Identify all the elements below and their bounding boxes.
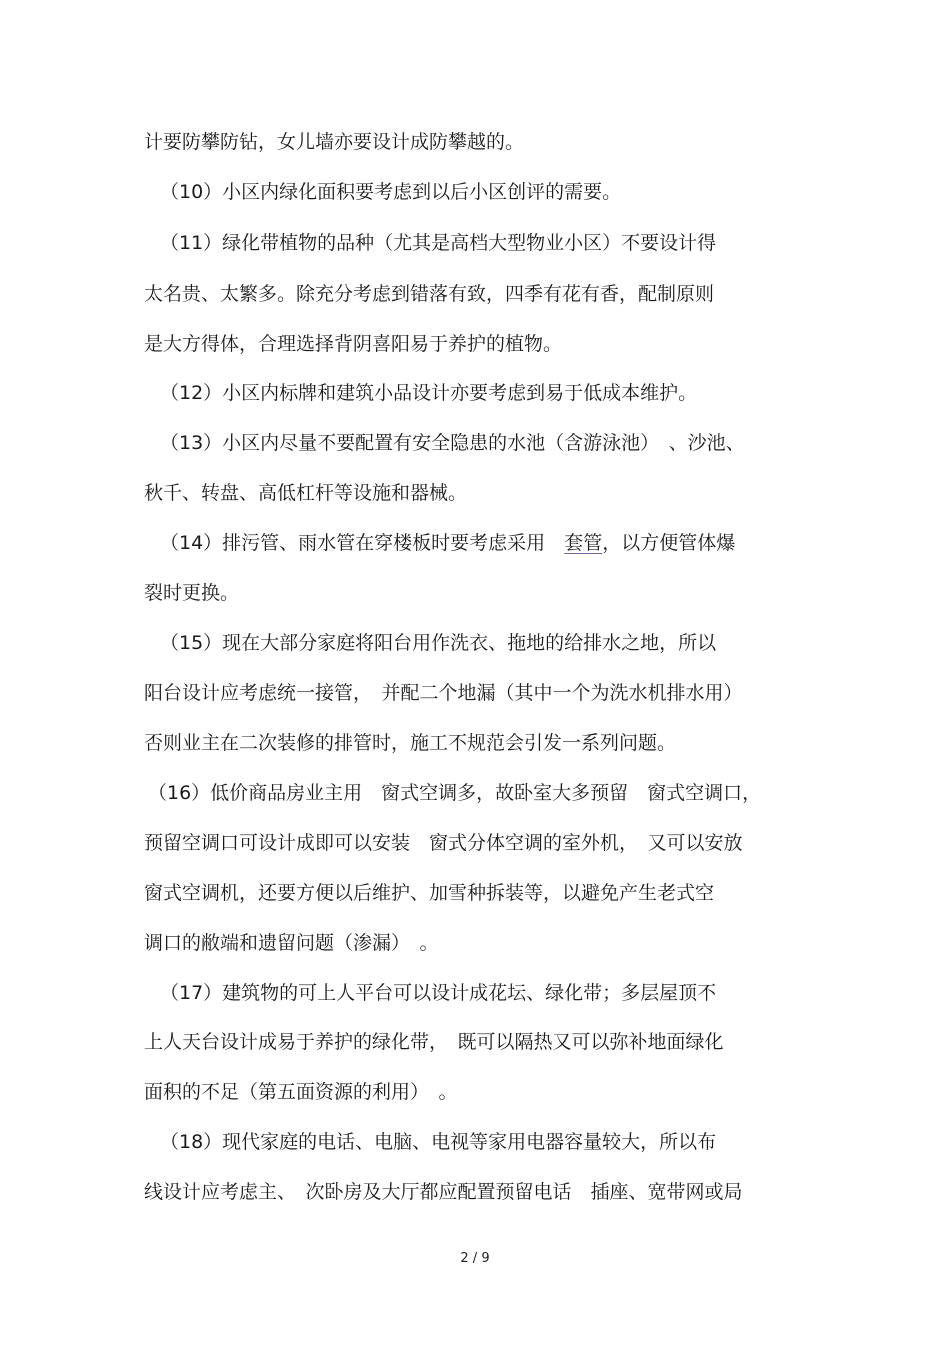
text-line-1: 计要防攀防钻，女儿墙亦要设计成防攀越的。 [144,131,525,153]
text-line-22: 线设计应考虑主、 次卧房及大厅都应配置预留电话 插座、宽带网或局 [144,1181,743,1203]
text-line-2: （10）小区内绿化面积要考虑到以后小区创评的需要。 [160,181,622,203]
text-line-6: （12）小区内标牌和建筑小品设计亦要考虑到易于低成本维护。 [160,382,698,404]
text-line-12: 阳台设计应考虑统一接管， 并配二个地漏（其中一个为洗水机排水用） [144,682,743,704]
text-line-3: （11）绿化带植物的品种（尤其是高档大型物业小区）不要设计得 [160,232,717,254]
text-line-14: （16）低价商品房业主用 窗式空调多，故卧室大多预留 窗式空调口， [148,782,762,804]
page-number: 2 / 9 [460,1251,490,1266]
text-line-8: 秋千、转盘、高低杠杆等设施和器械。 [144,482,468,504]
text-line-7: （13）小区内尽量不要配置有安全隐患的水池（含游泳池） 、沙池、 [160,432,745,454]
glossary-link[interactable]: 套管 [564,532,603,554]
text-line-5: 是大方得体，合理选择背阴喜阳易于养护的植物。 [144,333,563,355]
text-line-19: 上人天台设计成易于养护的绿化带， 既可以隔热又可以弥补地面绿化 [144,1031,724,1053]
text-line-11: （15）现在大部分家庭将阳台用作洗衣、拖地的给排水之地，所以 [160,632,717,654]
text-line-16: 窗式空调机，还要方便以后维护、加雪种拆装等，以避免产生老式空 [144,882,715,904]
text-line-9 [160,531,735,555]
text-line-21: （18）现代家庭的电话、电脑、电视等家用电器容量较大，所以布 [160,1131,717,1153]
text-before-link: （14）排污管、雨水管在穿楼板时要考虑采用 [160,532,565,554]
text-line-18: （17）建筑物的可上人平台可以设计成花坛、绿化带；多层屋顶不 [160,982,717,1004]
text-line-4: 太名贵、太繁多。除充分考虑到错落有致，四季有花有香，配制原则 [144,283,715,305]
text-line-13: 否则业主在二次装修的排管时，施工不规范会引发一系列问题。 [144,732,677,754]
text-line-15: 预留空调口可设计成即可以安装 窗式分体空调的室外机， 又可以安放 [144,832,743,854]
text-line-17: 调口的敝端和遗留问题（渗漏） 。 [144,932,439,954]
text-after-link: ，以方便管体爆 [602,532,736,554]
text-line-20: 面积的不足（第五面资源的利用） 。 [144,1081,458,1103]
text-line-10: 裂时更换。 [144,582,240,604]
